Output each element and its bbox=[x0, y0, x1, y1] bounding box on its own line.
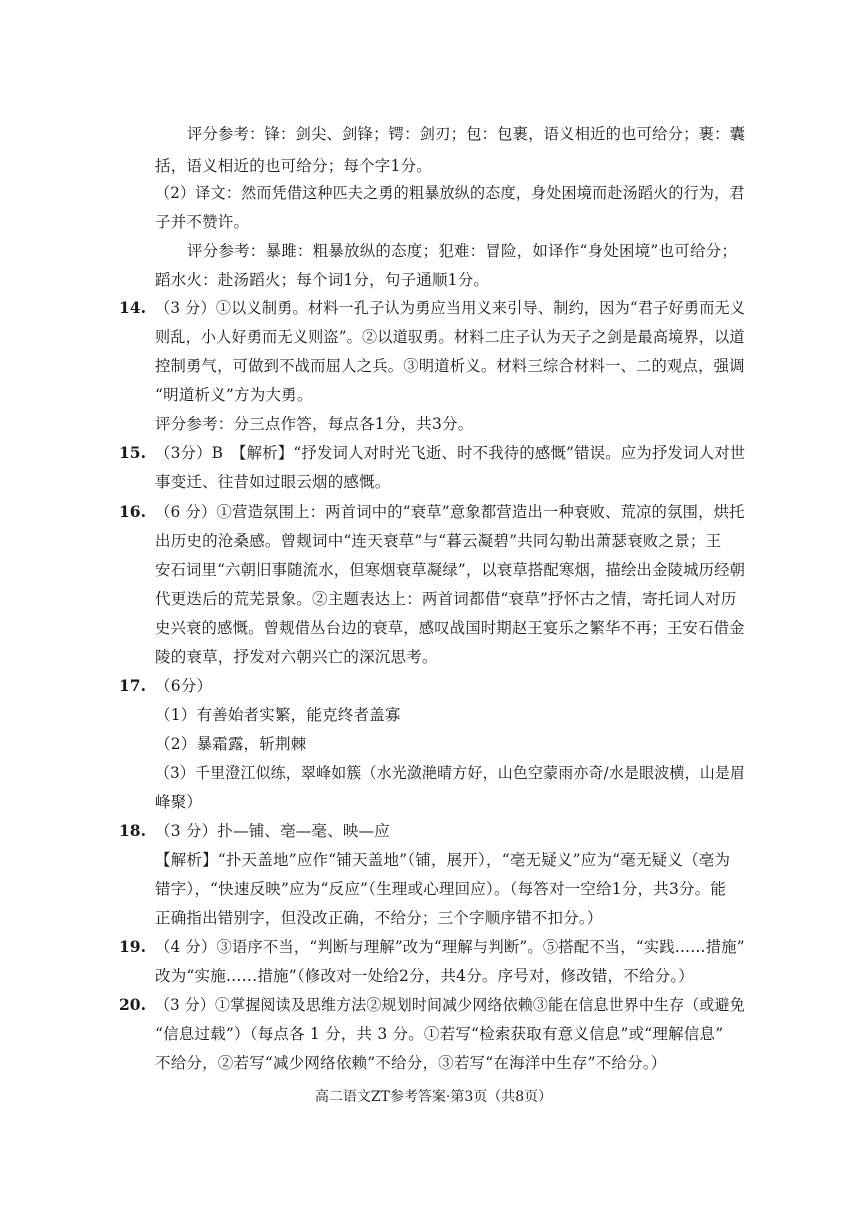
text-line: 蹈水火：赴汤蹈火；每个词1分，句子通顺1分。 bbox=[155, 271, 490, 289]
text-line: 子并不赞许。 bbox=[155, 213, 250, 231]
text-line: （2）译文：然而凭借这种匹夫之勇的粗暴放纵的态度，身处困境而赴汤蹈火的行为，君 bbox=[155, 184, 745, 202]
question-number-15: 15. bbox=[119, 443, 146, 462]
text-line: 史兴衰的感慨。曾觌借丛台边的衰草，感叹战国时期赵王宴乐之繁华不再；王安石借金 bbox=[155, 619, 745, 637]
text-line: 正确指出错别字，但没改正确，不给分；三个字顺序错不扣分。） bbox=[155, 909, 603, 927]
question-number-18: 18. bbox=[119, 821, 146, 840]
text-line: 陵的衰草，抒发对六朝兴亡的深沉思考。 bbox=[155, 648, 438, 666]
text-line: （1）有善始者实繁，能克终者盖寡 bbox=[155, 706, 401, 724]
text-line: 【解析】“扑天盖地”应作“铺天盖地”（铺，展开），“亳无疑义”应为“毫无疑义（亳为 bbox=[155, 851, 731, 869]
text-line: 控制勇气，可做到不战而屈人之兵。③明道析义。材料三综合材料一、二的观点，强调 bbox=[155, 357, 745, 375]
text-line: （4 分）③语序不当，“判断与理解”改为“理解与判断”。⑤搭配不当，“实践……措施” bbox=[155, 938, 745, 956]
text-line: 括，语义相近的也可给分；每个字1分。 bbox=[155, 157, 432, 175]
text-line: （6分） bbox=[155, 677, 213, 695]
question-number-14: 14. bbox=[119, 298, 146, 317]
question-number-17: 17. bbox=[119, 676, 146, 695]
text-line: 峰聚） bbox=[155, 793, 203, 811]
text-line: 评分参考：分三点作答，每点各1分，共3分。 bbox=[155, 415, 474, 433]
text-line: （6 分）①营造氛围上：两首词中的“衰草”意象都营造出一种衰败、荒凉的氛围，烘托 bbox=[155, 503, 745, 521]
text-line: 代更迭后的荒芜景象。②主题表达上：两首词都借“衰草”抒怀古之情，寄托词人对历 bbox=[155, 590, 737, 608]
question-number-19: 19. bbox=[119, 937, 146, 956]
text-line: （3 分）①以义制勇。材料一孔子认为勇应当用义来引导、制约，因为“君子好勇而无义 bbox=[155, 299, 746, 317]
text-line: （3 分）①掌握阅读及思维方法②规划时间减少网络依赖③能在信息世界中生存（或避免 bbox=[155, 996, 745, 1014]
text-line: 则乱，小人好勇而无义则盗”。②以道驭勇。材料二庄子认为天子之剑是最高境界，以道 bbox=[155, 328, 745, 346]
text-line: 评分参考：锋：剑尖、剑锋；锷：剑刃；包：包裹，语义相近的也可给分；裹：囊 bbox=[187, 125, 746, 143]
question-number-16: 16. bbox=[119, 502, 146, 521]
text-line: “信息过载”）（每点各 1 分，共 3 分。①若写“检索获取有意义信息”或“理解信息” bbox=[155, 1025, 724, 1043]
text-line: 改为“实施……措施”（修改对一处给2分，共4分。序号对，修改错，不给分。） bbox=[155, 967, 694, 985]
text-line: 评分参考：暴雎：粗暴放纵的态度；犯难：冒险，如译作“身处困境”也可给分； bbox=[187, 242, 738, 260]
text-line: 不给分，②若写“减少网络依赖”不给分，③若写“在海洋中生存”不给分。） bbox=[155, 1054, 667, 1072]
text-line: 安石词里“六朝旧事随流水，但寒烟衰草凝绿”，以衰草搭配寒烟，描绘出金陵城历经朝 bbox=[155, 561, 746, 579]
text-line: （3分）B 【解析】“抒发词人对时光飞逝、时不我待的感慨”错误。应为抒发词人对世 bbox=[155, 444, 746, 462]
text-line: 事变迁、往昔如过眼云烟的感慨。 bbox=[155, 473, 391, 491]
question-number-20: 20. bbox=[119, 995, 146, 1014]
text-line: （3）千里澄江似练，翠峰如簇（水光潋滟晴方好，山色空蒙雨亦奇/水是眼波横，山是眉 bbox=[155, 764, 746, 782]
text-line: “明道析义”方为大勇。 bbox=[155, 386, 313, 404]
page-footer: 高二语文ZT参考答案·第3页（共8页） bbox=[314, 1089, 553, 1105]
text-line: 错字），“快速反映”应为“反应”（生理或心理回应）。（每答对一空给1分，共3分。能 bbox=[155, 880, 727, 898]
text-line: 出历史的沧桑感。曾觌词中“连天衰草”与“暮云凝碧”共同勾勒出萧瑟衰败之景；王 bbox=[155, 532, 722, 550]
text-line: （2）暴霜露，斩荆棘 bbox=[155, 735, 307, 753]
text-line: （3 分）扑—铺、亳—毫、映—应 bbox=[155, 822, 390, 840]
